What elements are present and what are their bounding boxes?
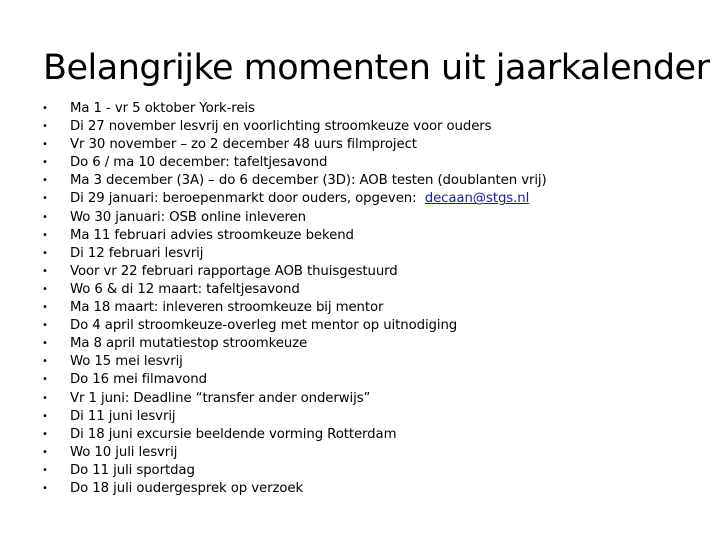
bullet-text: Do 18 juli oudergesprek op verzoek xyxy=(70,480,304,496)
bullet-text: Do 6 / ma 10 december: tafeltjesavond xyxy=(70,155,328,171)
bullet-item xyxy=(40,281,710,299)
bullet-text: Di 29 januari: beroepenmarkt door ouders, opgeven: xyxy=(70,191,417,207)
bullet-icon: • xyxy=(42,265,48,277)
bullet-icon: • xyxy=(42,302,48,314)
bullet-icon: • xyxy=(42,410,48,422)
bullet-icon: • xyxy=(42,247,48,259)
bullet-icon: • xyxy=(42,121,48,133)
bullet-text-with-link xyxy=(70,190,529,208)
bullet-item xyxy=(40,263,710,281)
bullet-icon: • xyxy=(42,193,48,205)
bullet-icon: • xyxy=(42,428,48,440)
bullet-text: Ma 18 maart: inleveren stroomkeuze bij mentor xyxy=(70,300,384,316)
bullet-text: Di 27 november lesvrij en voorlichting stroomkeuze voor ouders xyxy=(70,119,492,135)
bullet-icon: • xyxy=(42,356,48,368)
bullet-item xyxy=(40,299,710,317)
email-link[interactable]: decaan@stgs.nl xyxy=(424,191,530,207)
bullet-icon: • xyxy=(42,392,48,404)
bullet-item xyxy=(40,245,710,263)
bullet-list xyxy=(40,100,710,498)
bullet-icon: • xyxy=(42,175,48,187)
bullet-text: Wo 6 & di 12 maart: tafeltjesavond xyxy=(70,281,300,297)
bullet-item xyxy=(40,136,710,154)
bullet-item xyxy=(40,444,710,462)
bullet-text: Wo 10 juli lesvrij xyxy=(70,444,178,460)
bullet-icon: • xyxy=(42,139,48,151)
bullet-item xyxy=(40,118,710,136)
bullet-item xyxy=(40,172,710,190)
bullet-item xyxy=(40,353,710,371)
bullet-item xyxy=(40,100,710,118)
bullet-text: Ma 3 december (3A) – do 6 december (3D): AOB testen (doublanten vrij) xyxy=(70,173,547,189)
bullet-item xyxy=(40,209,710,227)
slide-title: Belangrijke momenten uit jaarkalender xyxy=(43,48,710,88)
bullet-item xyxy=(40,408,710,426)
bullet-text: Ma 8 april mutatiestop stroomkeuze xyxy=(70,336,308,352)
bullet-text: Do 11 juli sportdag xyxy=(70,462,195,478)
bullet-icon: • xyxy=(42,229,48,241)
bullet-icon: • xyxy=(42,482,48,494)
bullet-icon: • xyxy=(42,374,48,386)
bullet-text: Wo 15 mei lesvrij xyxy=(70,354,183,370)
bullet-icon: • xyxy=(42,103,48,114)
bullet-text: Vr 1 juni: Deadline “transfer ander onderwijs” xyxy=(70,390,371,406)
bullet-icon: • xyxy=(42,283,48,295)
bullet-item xyxy=(40,317,710,335)
bullet-icon: • xyxy=(42,320,48,332)
bullet-item xyxy=(40,190,710,208)
bullet-text: Di 18 juni excursie beeldende vorming Rotterdam xyxy=(70,426,397,442)
bullet-text: Voor vr 22 februari rapportage AOB thuisgestuurd xyxy=(70,263,398,279)
bullet-item xyxy=(40,480,710,498)
bullet-icon: • xyxy=(42,157,48,169)
bullet-item xyxy=(40,371,710,389)
bullet-icon: • xyxy=(42,211,48,223)
bullet-item xyxy=(40,227,710,245)
bullet-item xyxy=(40,462,710,480)
bullet-icon: • xyxy=(42,464,48,476)
bullet-icon: • xyxy=(42,446,48,458)
bullet-text: Ma 11 februari advies stroomkeuze bekend xyxy=(70,227,354,243)
bullet-item xyxy=(40,426,710,444)
bullet-text: Wo 30 januari: OSB online inleveren xyxy=(70,209,306,225)
bullet-text: Di 12 februari lesvrij xyxy=(70,245,204,261)
bullet-text: Ma 1 - vr 5 oktober York-reis xyxy=(70,101,255,116)
bullet-text: Do 16 mei filmavond xyxy=(70,372,207,388)
bullet-text: Vr 30 november – zo 2 december 48 uurs filmproject xyxy=(70,137,417,153)
bullet-text: Do 4 april stroomkeuze-overleg met mentor op uitnodiging xyxy=(70,318,458,334)
bullet-item xyxy=(40,390,710,408)
bullet-item xyxy=(40,154,710,172)
bullet-item xyxy=(40,335,710,353)
bullet-icon: • xyxy=(42,338,48,350)
bullet-text: Di 11 juni lesvrij xyxy=(70,408,176,424)
